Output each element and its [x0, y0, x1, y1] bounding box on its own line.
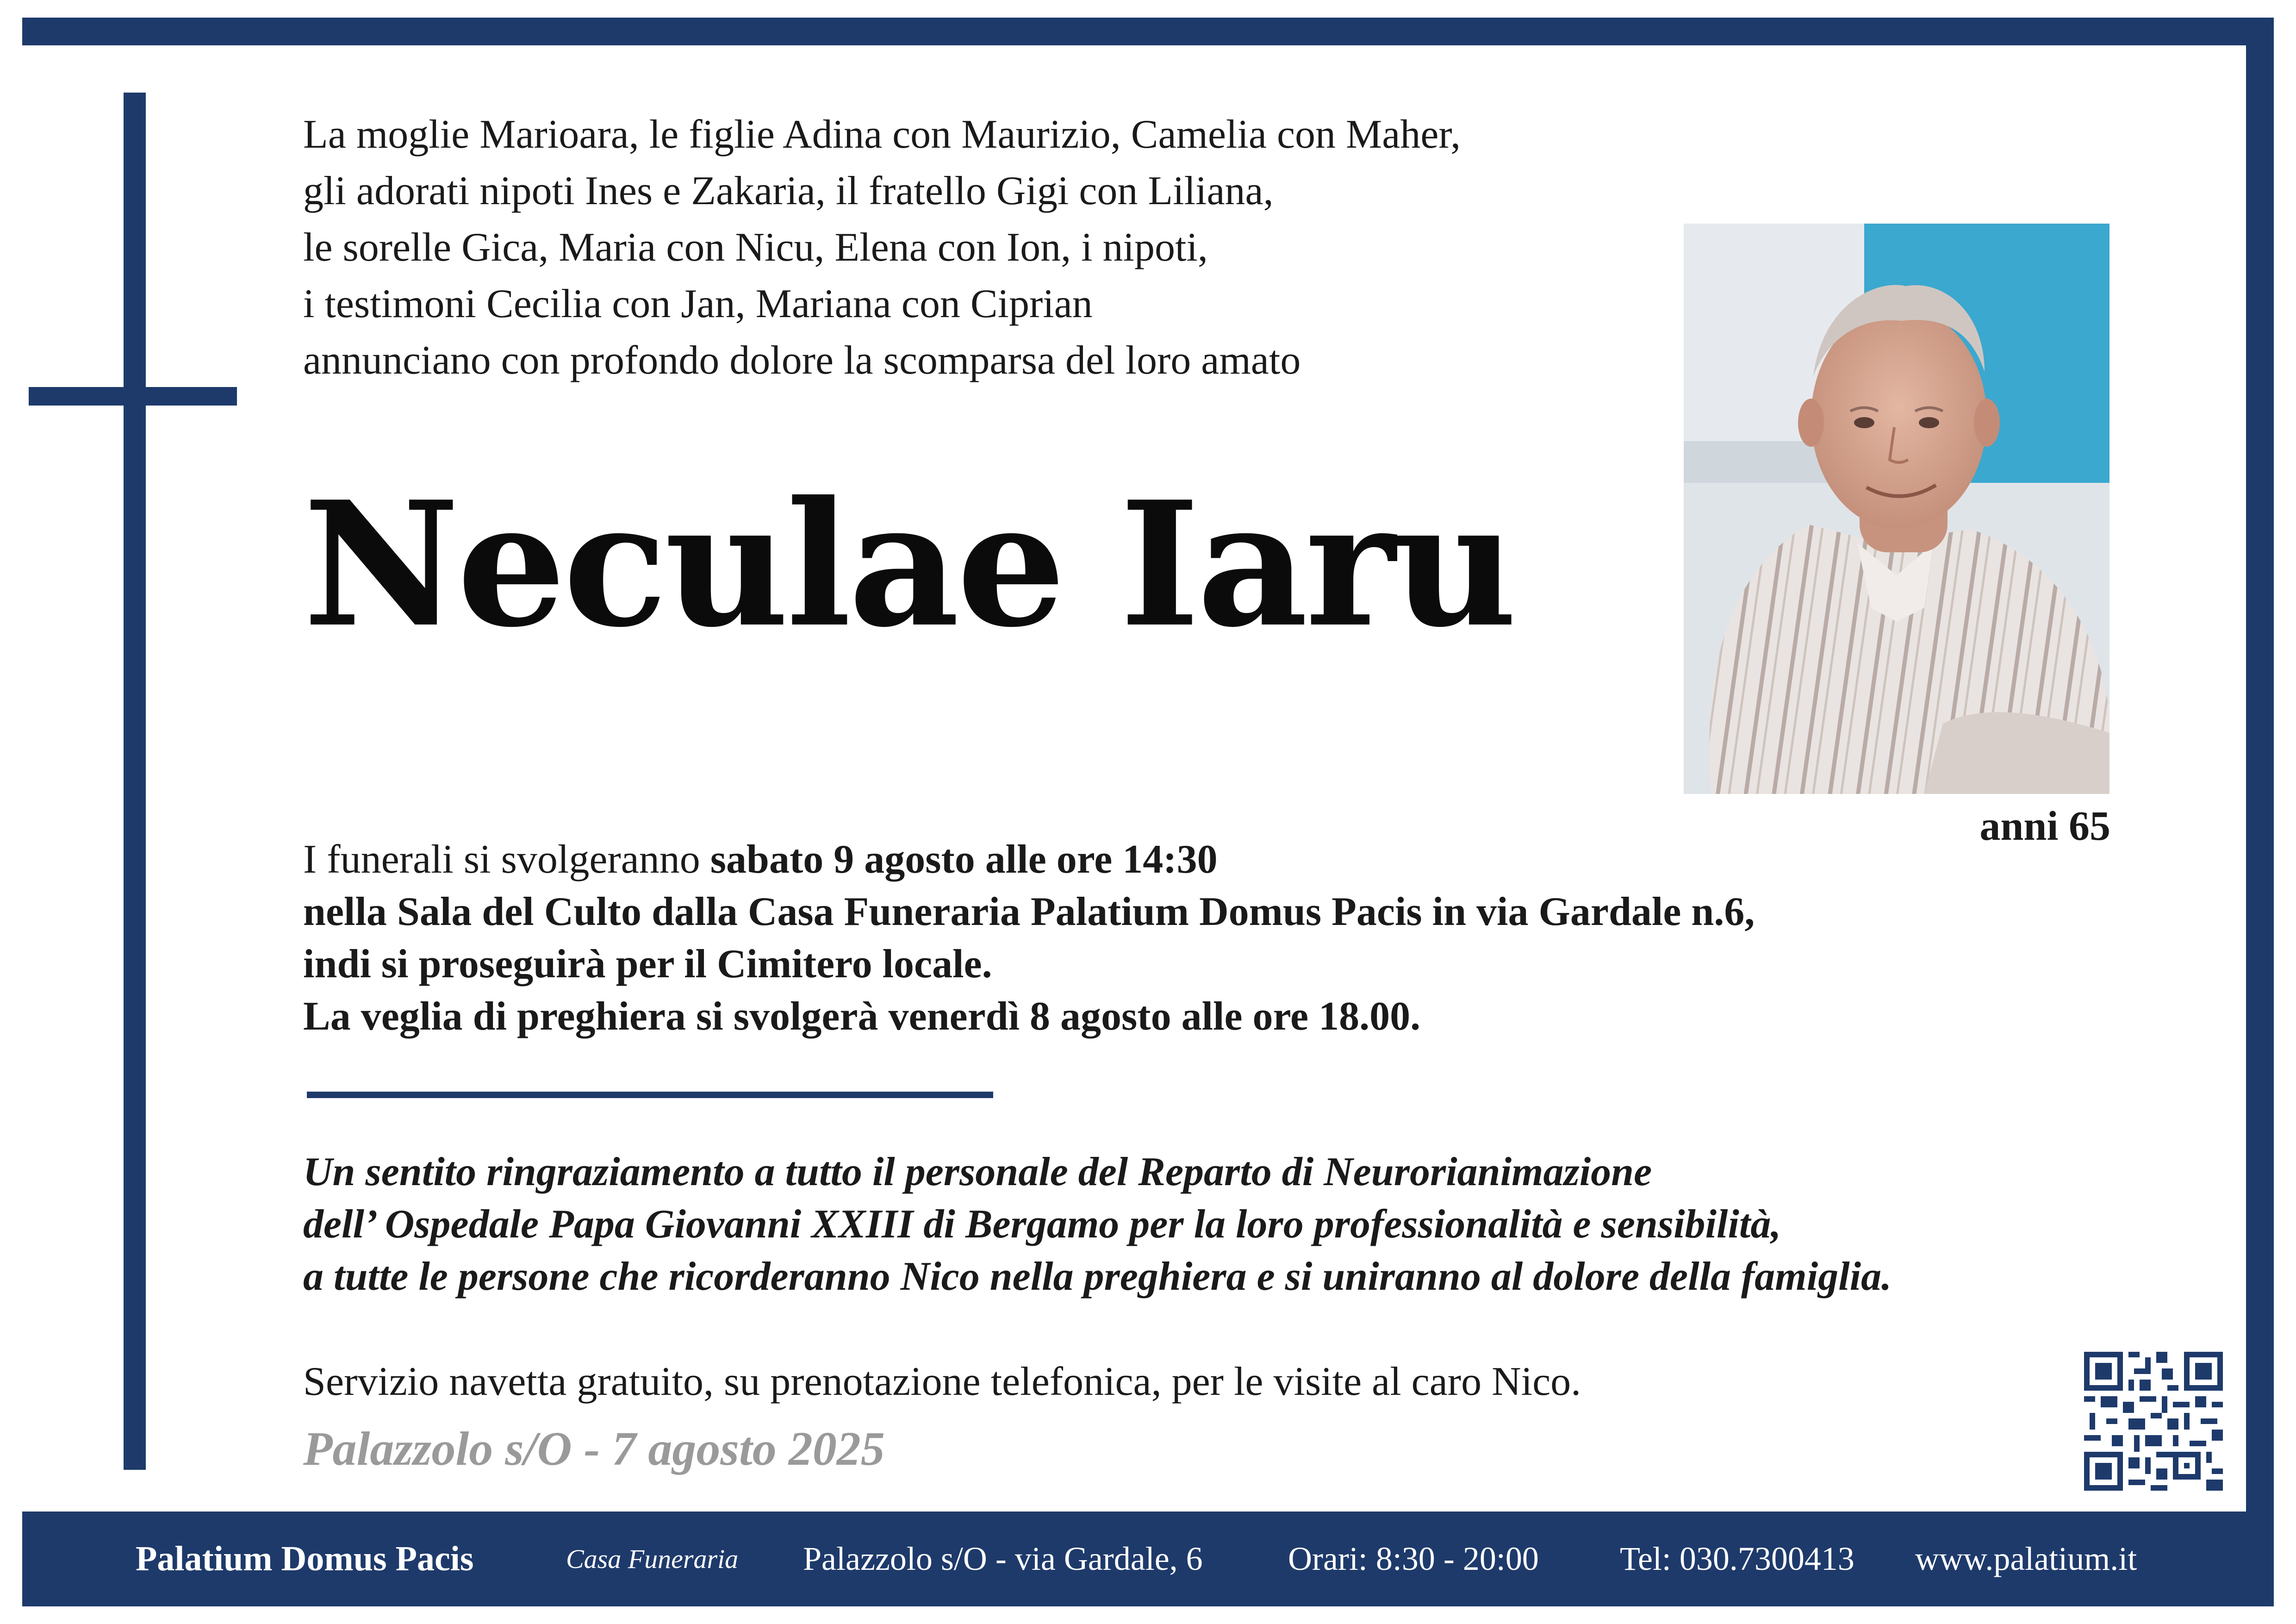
intro-line: annunciano con profondo dolore la scomparsa del loro amato [303, 338, 1301, 383]
funeral-line-4 [303, 990, 1755, 1043]
funeral-cemetery: indi si proseguirà per il Cimitero locale. [303, 942, 992, 987]
footer-hours: Orari: 8:30 - 20:00 [1288, 1540, 1539, 1577]
thanks-line: a tutte le persone che ricorderanno Nico nella preghiera e si uniranno al dolore della famiglia. [303, 1254, 1892, 1299]
footer-website-link[interactable]: www.palatium.it [1915, 1540, 2137, 1577]
frame-top-border [22, 18, 2274, 45]
thanks-line: dell’ Ospedale Papa Giovanni XXIII di Bergamo per la loro professionalità e sensibilità, [303, 1202, 1781, 1247]
footer-company-name: Palatium Domus Pacis [136, 1539, 474, 1578]
footer-phone[interactable]: Tel: 030.7300413 [1620, 1540, 1854, 1577]
intro-line: gli adorati nipoti Ines e Zakaria, il fratello Gigi con Liliana, [303, 169, 1274, 213]
portrait-photo [1684, 224, 2109, 794]
funeral-line-2 [303, 886, 1755, 938]
funeral-line-1 [303, 833, 1755, 886]
frame-right-border [2246, 18, 2274, 1589]
intro-line: i testimoni Cecilia con Jan, Mariana con Ciprian [303, 281, 1093, 326]
funeral-intro-text: I funerali si svolgeranno [303, 837, 710, 882]
funeral-details [303, 833, 1755, 1043]
footer-company-type: Casa Funeraria [566, 1544, 739, 1574]
funeral-date-time: sabato 9 agosto alle ore 14:30 [710, 837, 1218, 882]
deceased-name: Neculae Iaru [303, 464, 1515, 665]
intro-line: le sorelle Gica, Maria con Nicu, Elena con Ion, i nipoti, [303, 225, 1208, 270]
funeral-location: nella Sala del Culto dalla Casa Funeraria Palatium Domus Pacis in via Gardale n.6, [303, 889, 1755, 934]
place-date: Palazzolo s/O - 7 agosto 2025 [303, 1422, 885, 1475]
thanks-message [303, 1146, 1892, 1303]
shuttle-service-note: Servizio navetta gratuito, su prenotazione telefonica, per le visite al caro Nico. [303, 1359, 1581, 1404]
footer-address: Palazzolo s/O - via Gardale, 6 [803, 1540, 1203, 1577]
qr-code[interactable] [2084, 1352, 2223, 1491]
cross-horizontal-bar [29, 387, 237, 406]
intro-announcement [303, 106, 1692, 389]
funeral-line-3 [303, 938, 1755, 990]
thanks-line: Un sentito ringraziamento a tutto il personale del Reparto di Neurorianimazione [303, 1149, 1652, 1194]
footer-bar [22, 1512, 2274, 1606]
funeral-vigil: La veglia di preghiera si svolgerà venerdì 8 agosto alle ore 18.00. [303, 994, 1421, 1039]
section-divider [307, 1092, 993, 1098]
age-label: anni 65 [1979, 803, 2110, 849]
intro-line: La moglie Marioara, le figlie Adina con Maurizio, Camelia con Maher, [303, 112, 1461, 157]
cross-vertical-bar [124, 93, 146, 1470]
